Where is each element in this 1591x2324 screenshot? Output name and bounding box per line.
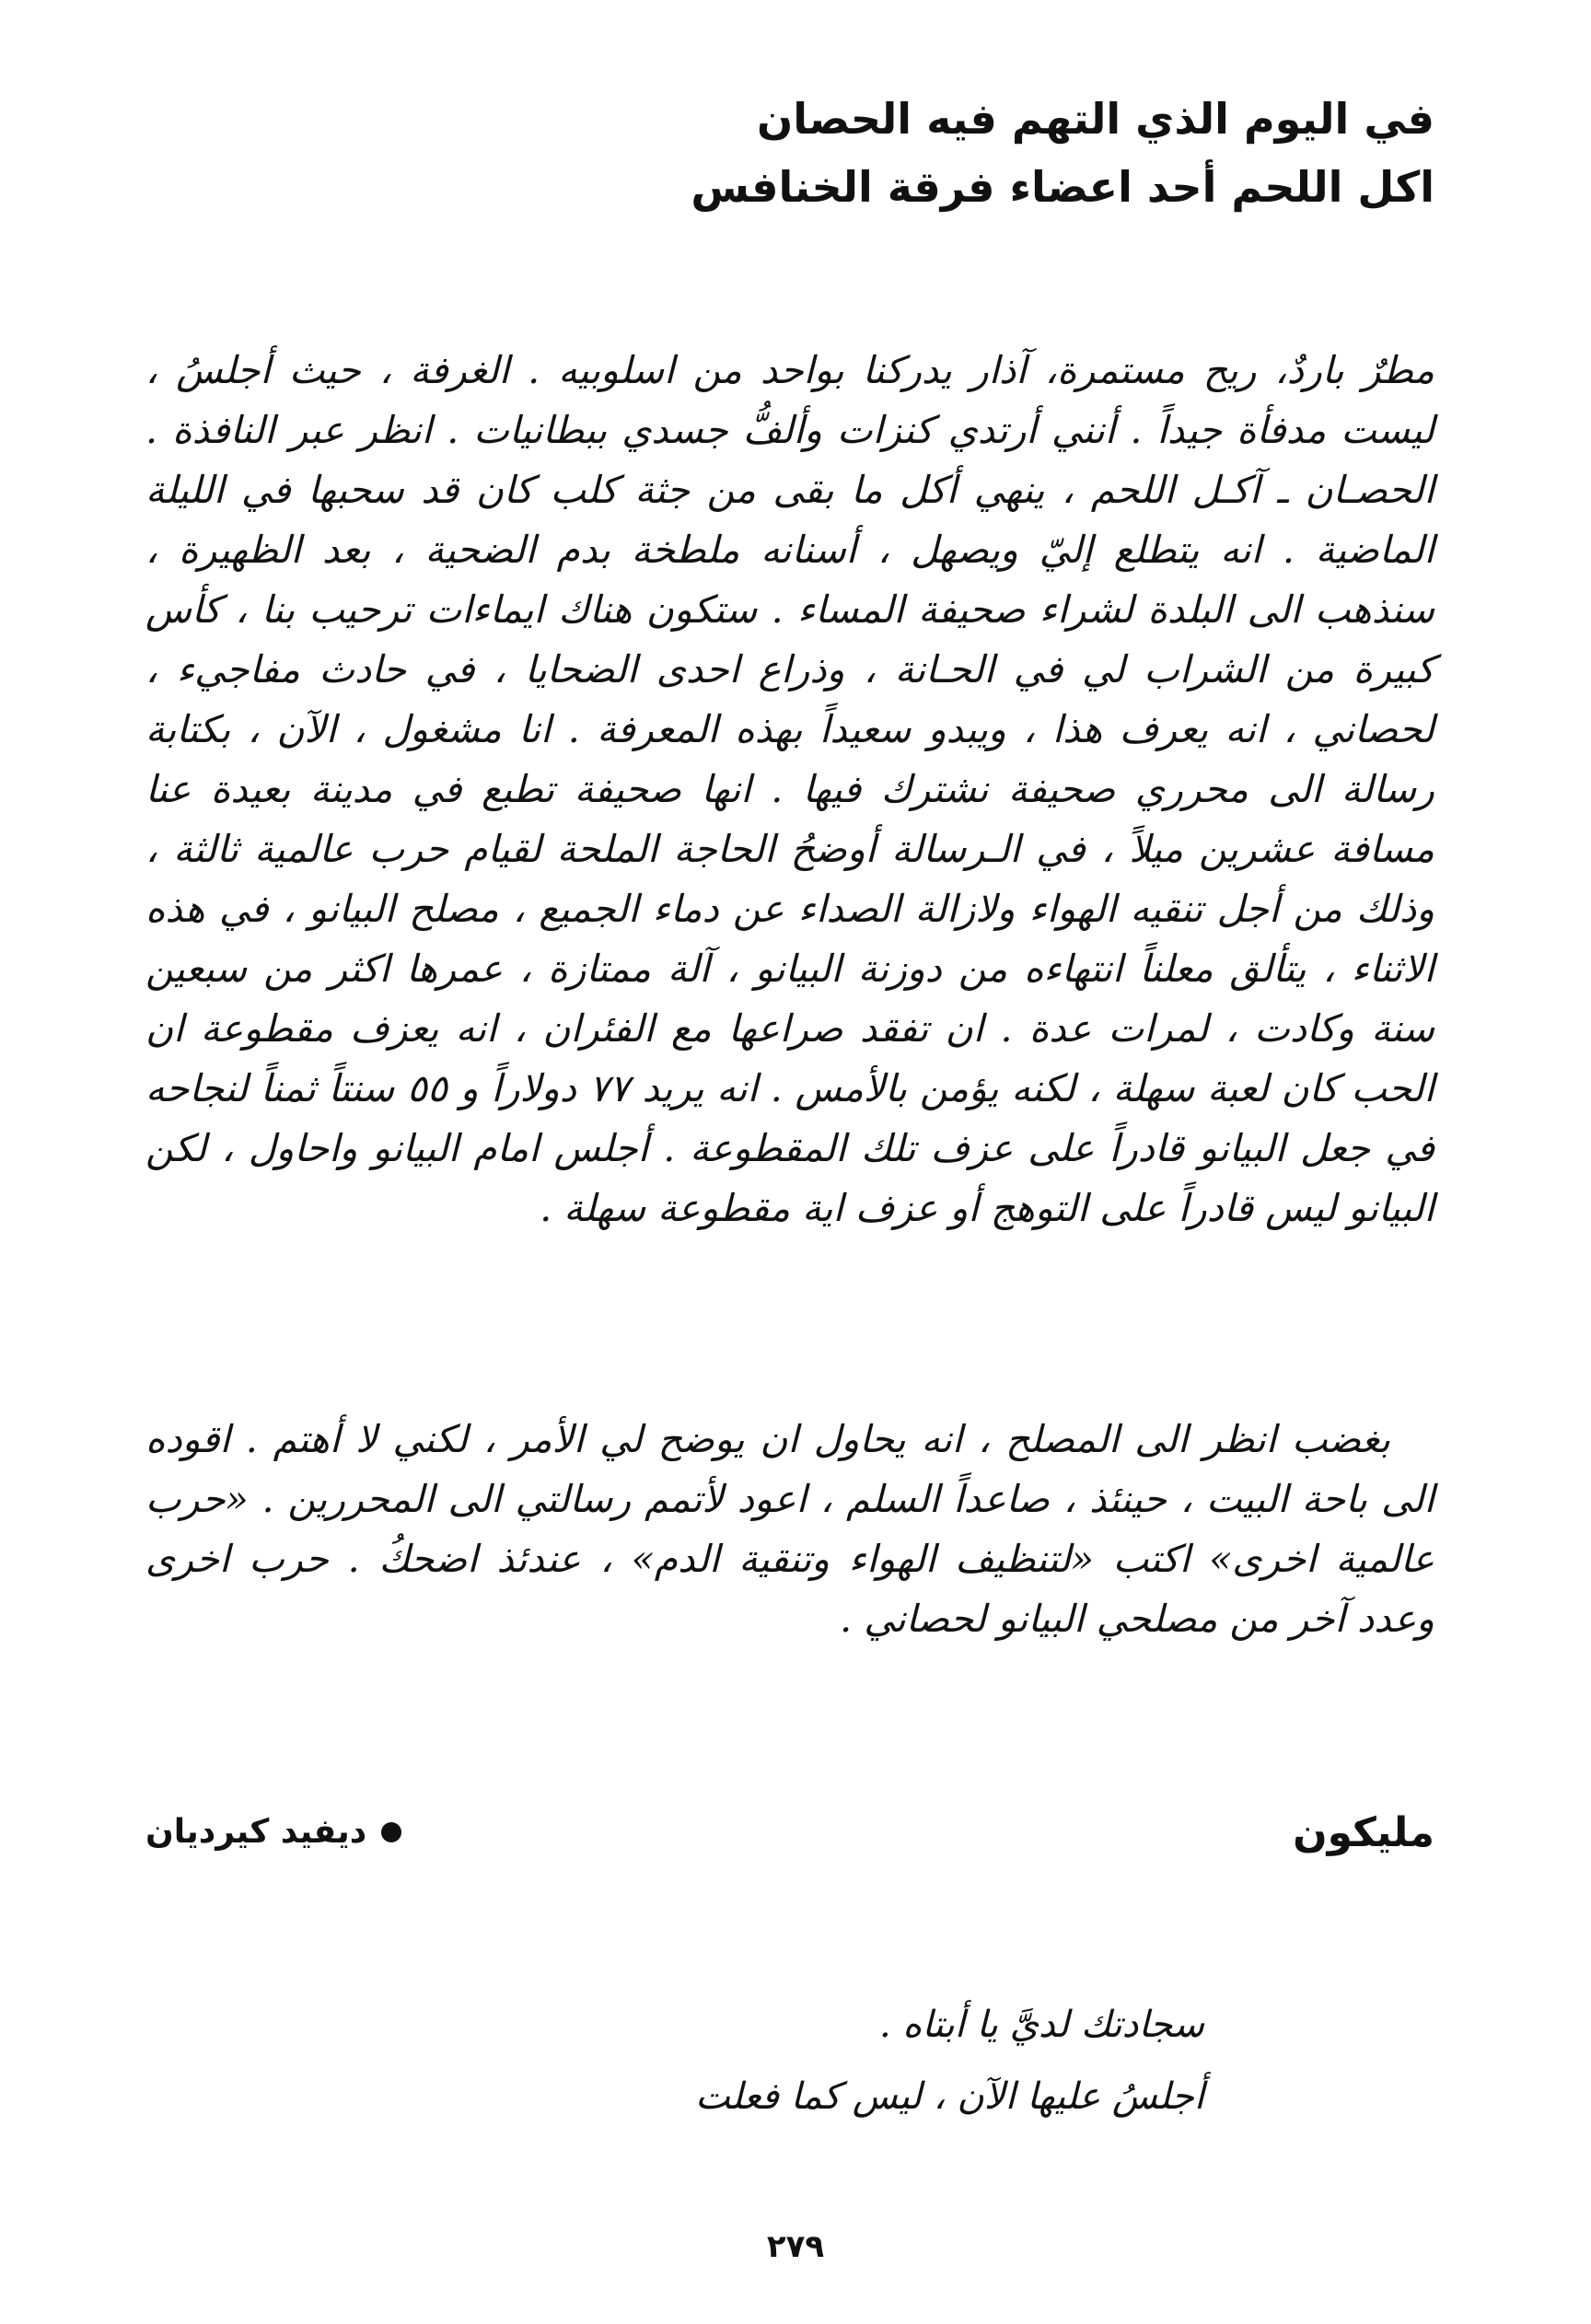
poem-excerpt [615, 1989, 1204, 2132]
prose-body [145, 341, 1434, 1649]
poem-line-2: أجلسُ عليها الآن ، ليس كما فعلت [695, 2075, 1204, 2118]
page-number: ٢٧٩ [766, 2228, 825, 2265]
author-name: ديفيد كيرديان [145, 1813, 367, 1851]
bullet-icon [381, 1822, 401, 1842]
place-name: مليكون [1293, 1809, 1434, 1856]
poem-title [606, 85, 1434, 221]
title-line-1: في اليوم الذي التهم فيه الحصان [757, 94, 1434, 144]
title-line-2: اكل اللحم أحد اعضاء فرقة الخنافس [691, 162, 1434, 212]
author-credit [145, 1813, 401, 1851]
paragraph-2: بغضب انظر الى المصلح ، انه يحاول ان يوضح لي الأمر ، لكني لا أهتم . اقوده الى باحة البيت ، حينئذ ، صاعداً السلم ، اعود لأتمم رسالتي الى المحررين . «حرب عالمية اخرى» اكتب «لتنظيف الهواء وتنقية الدم» ، عندئذ اضحكُ . حرب اخرى وعدد آخر من مصلحي البيانو لحصاني . [145, 1417, 1435, 1641]
poem-line-1: سجادتك لديَّ يا أبتاه . [878, 2004, 1204, 2046]
paragraph-1: مطرٌ باردٌ، ريح مستمرة، آذار يدركنا بواحد من اسلوبيه . الغرفة ، حيث أجلسُ ، ليست مدفأة جيداً . أنني أرتدي كنزات وألفُّ جسدي ببطانيات . انظر عبر النافذة . الحصـان ـ آكـل اللحم ، ينهي أكل ما بقى من جثة كلب كان قد سحبها في الليلة الماضية . انه يتطلع إليّ ويصهل ، أسنانه ملطخة بدم الضحية ، بعد الظهيرة ، سنذهب الى البلدة لشراء صحيفة المساء . ستكون هناك ايماءات ترحيب بنا ، كأس كبيرة من الشراب لي في الحـانة ، وذراع احدى الضحايا ، في حادث مفاجيء ، لحصاني ، انه يعرف هذا ، ويبدو سعيداً بهذه المعرفة . انا مشغول ، الآن ، بكتابة رسالة الى محرري صحيفة نشترك فيها . انها صحيفة تطبع في مدينة بعيدة عنا مسافة عشرين ميلاً ، في الـرسالة أوضحُ الحاجة الملحة لقيام حرب عالمية ثالثة ، وذلك من أجل تنقيه الهواء ولازالة الصداء عن دماء الجميع ، مصلح البيانو ، في هذه الاثناء ، يتألق معلناً انتهاءه من دوزنة البيانو ، آلة ممتازة ، عمرها اكثر من سبعين سنة وكادت ، لمرات عدة . ان تفقد صراعها مع الفئران ، انه يعزف مقطوعة ان الحب كان لعبة سهلة ، لكنه يؤمن بالأمس . انه يريد ٧٧ دولاراً و ٥٥ سنتاً ثمناً لنجاحه في جعل البيانو قادراً على عزف تلك المقطوعة . أجلس امام البيانو واحاول ، لكن البيانو ليس قادراً على التوهج أو عزف اية مقطوعة سهلة . [145, 348, 1434, 1230]
byline [145, 1809, 1434, 1874]
